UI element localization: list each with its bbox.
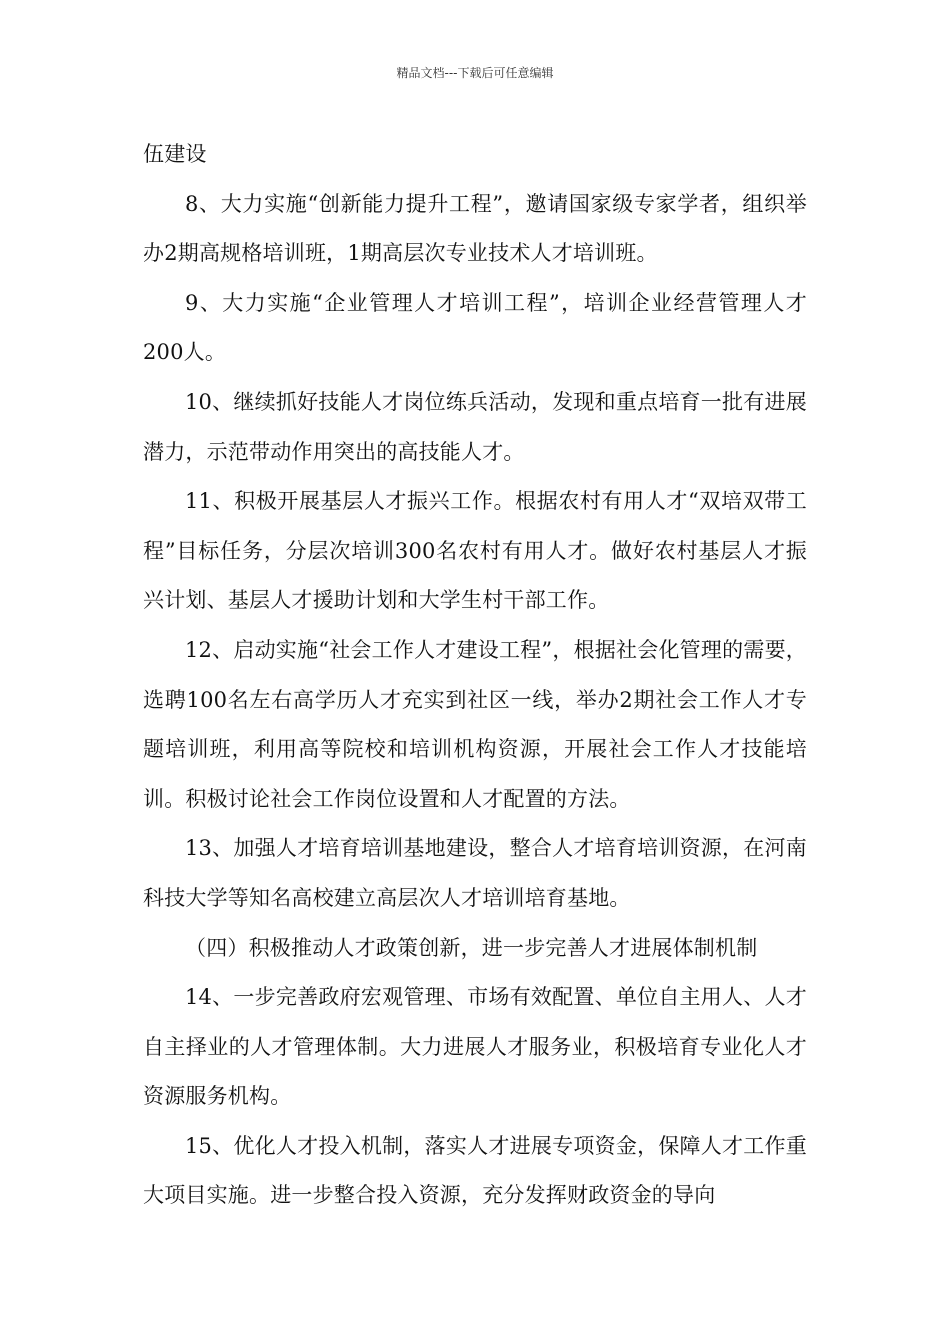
paragraph-item-14: 14、一步完善政府宏观管理、市场有效配置、单位自主用人、人才自主择业的人才管理体制。大力进展人才服务业，积极培育专业化人才资源服务机构。: [143, 985, 807, 1109]
paragraph-item-9: 9、大力实施“企业管理人才培训工程”，培训企业经营管理人才200人。: [143, 290, 807, 365]
paragraph-item-15: 15、优化人才投入机制，落实人才进展专项资金，保障人才工作重大项目实施。进一步整合投入资源，充分发挥财政资金的导向: [143, 1133, 807, 1208]
document-body: [143, 130, 807, 1221]
section-heading-4: （四）积极推动人才政策创新，进一步完善人才进展体制机制: [185, 935, 758, 960]
paragraph-continuation: 伍建设: [143, 142, 207, 166]
paragraph-item-13: 13、加强人才培育培训基地建设，整合人才培育培训资源，在河南科技大学等知名高校建立高层次人才培训培育基地。: [143, 836, 807, 910]
paragraph-item-8: 8、大力实施“创新能力提升工程”，邀请国家级专家学者，组织举办2期高规格培训班，1期高层次专业技术人才培训班。: [143, 191, 807, 266]
page-header: 精品文档---下载后可任意编辑: [396, 66, 554, 80]
paragraph-item-10: 10、继续抓好技能人才岗位练兵活动，发现和重点培育一批有进展潜力，示范带动作用突出的高技能人才。: [143, 389, 807, 464]
paragraph-item-12: 12、启动实施“社会工作人才建设工程”，根据社会化管理的需要，选聘100名左右高学历人才充实到社区一线，举办2期社会工作人才专题培训班，利用高等院校和培训机构资源，开展社会工作人才技能培训。积极讨论社会工作岗位设置和人才配置的方法。: [143, 637, 807, 811]
paragraph-item-11: 11、积极开展基层人才振兴工作。根据农村有用人才“双培双带工程”目标任务，分层次培训300名农村有用人才。做好农村基层人才振兴计划、基层人才援助计划和大学生村干部工作。: [143, 489, 807, 613]
